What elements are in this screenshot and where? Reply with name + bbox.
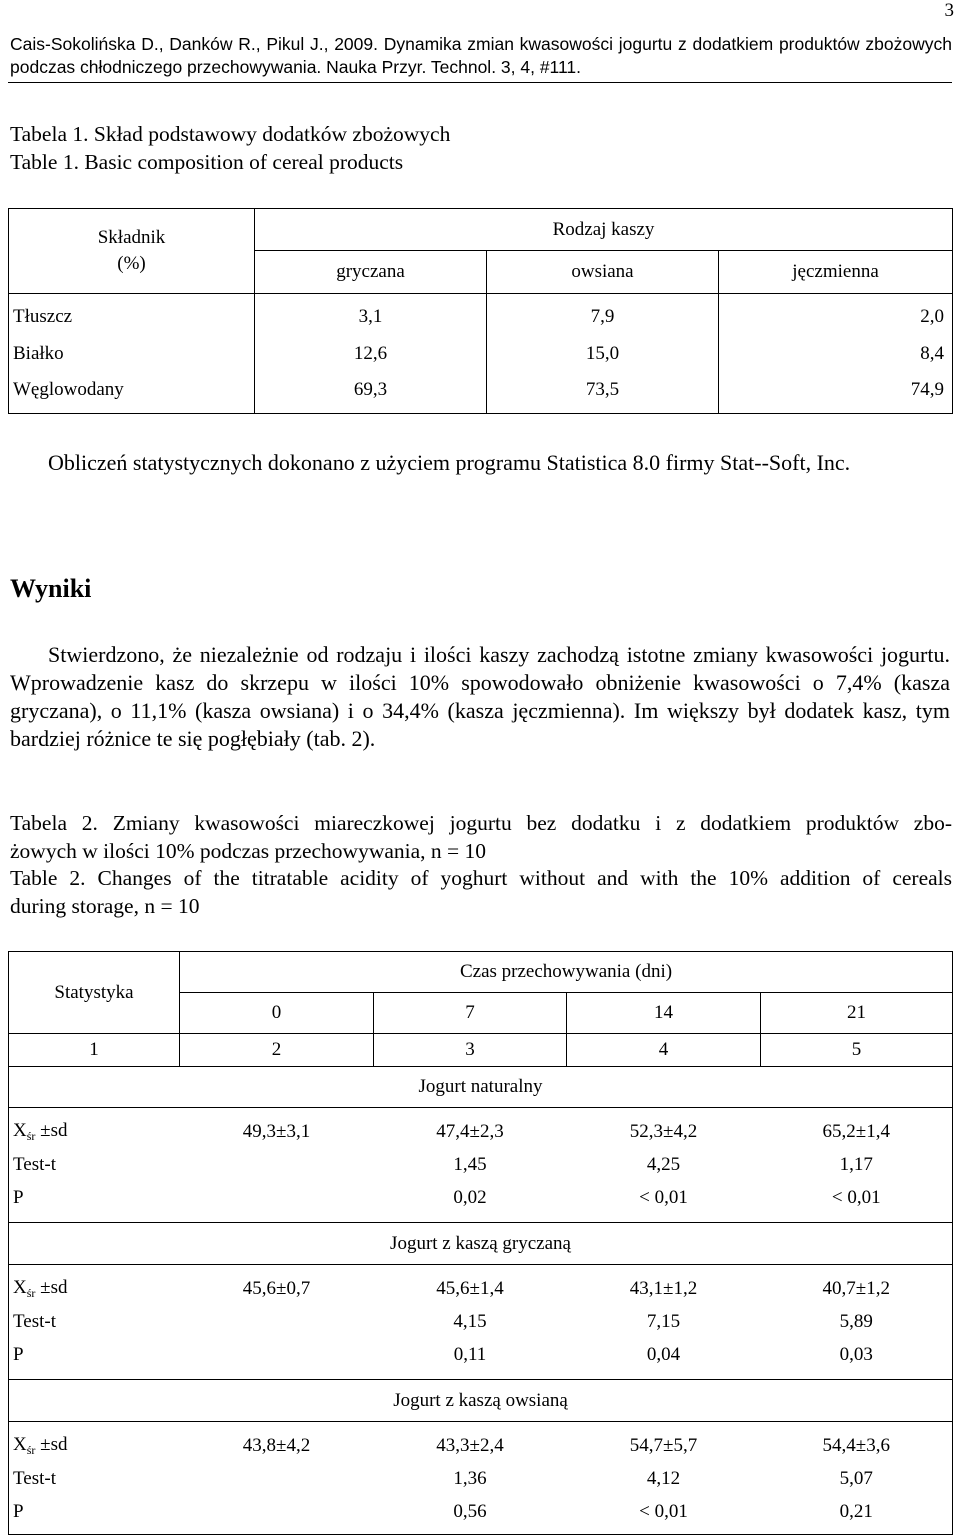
row-label-test-t: Test-t [9,1462,180,1497]
ingredient-header-line1: Składnik [97,227,166,248]
table-cell: 7,9 [487,294,719,334]
row-label-carbohydrates: Węglowodany [9,374,255,414]
table-cell: 0,21 [761,1497,953,1535]
table-cell [180,1340,374,1380]
table-cell [180,1462,374,1497]
table-cell: 7,15 [646,1311,681,1332]
row-label-test-t: Test-t [9,1148,180,1183]
table-cell: 0,56 [374,1497,567,1535]
table-cell [180,1305,374,1340]
table-cell: 15,0 [487,334,719,374]
row-label-p: P [9,1340,180,1380]
column-number: 5 [761,1034,953,1067]
table-cell: 8,4 [719,334,953,374]
composition-table [8,208,953,414]
table-cell: 4,12 [646,1468,681,1489]
storage-time-header: Czas przechowywania (dni) [180,952,953,993]
table-cell: 43,3±2,4 [436,1434,504,1456]
column-number: 1 [9,1034,180,1067]
table2-caption-en-line2: during storage, n = 10 [10,894,200,918]
col-header-buckwheat: gryczana [255,251,487,294]
table-cell: 45,6±0,7 [242,1277,311,1299]
table-cell [180,1183,374,1223]
running-header: Cais-Sokolińska D., Danków R., Pikul J., 2009. Dynamika zmian kwasowości jogurtu z dodatkiem produktów zbożowych podczas chłodniczego przechowywania. Nauka Przyr. Technol. 3, 4, #111. [10,34,952,77]
table-cell: 4,25 [646,1154,681,1175]
table-cell: 43,1±1,2 [629,1277,698,1299]
results-paragraph [10,641,950,753]
table1-caption-en: Table 1. Basic composition of cereal products [10,150,404,174]
table-cell: 0,02 [374,1183,567,1223]
table2-caption-en-line1: Table 2. Changes of the titratable acidity of yoghurt without and with the 10% addition of cereals [10,866,952,890]
column-number: 2 [180,1034,374,1067]
table-cell: 0,11 [374,1340,567,1380]
table-cell: 74,9 [719,374,953,414]
table1-caption-pl: Tabela 1. Skład podstawowy dodatków zbożowych [10,122,451,146]
group-header-buckwheat-yoghurt: Jogurt z kaszą gryczaną [9,1223,953,1265]
table-cell: 49,3±3,1 [242,1120,311,1142]
row-label-fat: Tłuszcz [9,294,255,334]
table-cell: 5,89 [761,1305,953,1340]
table-cell: 43,8±4,2 [242,1434,311,1456]
table-cell: 12,6 [255,334,487,374]
group-header-natural-yoghurt: Jogurt naturalny [9,1067,953,1108]
table-cell: 4,15 [453,1311,487,1332]
table-cell: 1,36 [453,1468,487,1489]
day-header: 7 [374,993,567,1034]
table2-caption-pl-line2: żowych w ilości 10% podczas przechowywania, n = 10 [10,839,487,863]
table-cell: 5,07 [761,1462,953,1497]
table-cell: 54,4±3,6 [761,1422,953,1462]
table-cell: 1,45 [453,1154,487,1175]
column-number: 4 [567,1034,761,1067]
page-number: 3 [944,0,954,21]
row-label-mean-sd: $X_{śr} \pm sd$ [9,1422,180,1462]
statistic-header: Statystyka [9,952,180,1034]
table-cell: 52,3±4,2 [629,1120,698,1142]
ingredient-header-line2: (%) [117,253,146,274]
column-number: 3 [374,1034,567,1067]
table-cell: 69,3 [255,374,487,414]
table-cell: 45,6±1,4 [436,1277,504,1299]
row-label-mean-sd: $X_{śr} \pm sd$ [9,1108,180,1148]
results-paragraph-text: Stwierdzono, że niezależnie od rodzaju i ilości kaszy zachodzą istotne zmiany kwasowości jogurtu. Wprowadzenie kasz do skrzepu w ilości 10% spowodowało obniżenie kwasowości o 7,4% (kasza gryczana), o 11,1% (kasza owsiana) i o 34,4% (kasza jęczmienna). Im większy był dodatek kasz, tym bardziej różnice te się pogłębiały (tab. 2). [10,642,950,751]
table-cell: 0,03 [761,1340,953,1380]
results-heading: Wyniki [10,574,92,603]
table-cell: 0,04 [567,1340,761,1380]
table-cell: < 0,01 [761,1183,953,1223]
row-label-mean-sd: $X_{śr} \pm sd$ [9,1265,180,1305]
table-cell [180,1497,374,1535]
table-cell: 1,17 [761,1148,953,1183]
table-cell: 73,5 [487,374,719,414]
statistics-paragraph [10,449,950,477]
cereal-type-header: Rodzaj kaszy [255,209,953,251]
row-label-protein: Białko [9,334,255,374]
table-cell: 2,0 [719,294,953,334]
col-header-oat: owsiana [487,251,719,294]
day-header: 0 [180,993,374,1034]
table-cell: < 0,01 [567,1497,761,1535]
table-cell: 47,4±2,3 [436,1120,504,1142]
header-rule [8,82,952,83]
acidity-table [8,951,953,1535]
statistics-paragraph-text: Obliczeń statystycznych dokonano z użyciem programu Statistica 8.0 firmy Stat--Soft, Inc. [48,450,851,475]
ingredient-header [9,209,255,294]
table-cell: 40,7±1,2 [761,1265,953,1305]
col-header-barley: jęczmienna [719,251,953,294]
row-label-test-t: Test-t [9,1305,180,1340]
table-cell [180,1148,374,1183]
table-cell: < 0,01 [567,1183,761,1223]
day-header: 14 [567,993,761,1034]
day-header: 21 [761,993,953,1034]
table-cell: 54,7±5,7 [629,1434,698,1456]
table-cell: 65,2±1,4 [761,1108,953,1148]
group-header-oat-yoghurt: Jogurt z kaszą owsianą [9,1380,953,1422]
table2-caption-pl-line1: Tabela 2. Zmiany kwasowości miareczkowej jogurtu bez dodatku i z dodatkiem produktów zbo- [10,811,952,835]
row-label-p: P [9,1497,180,1535]
row-label-p: P [9,1183,180,1223]
table-cell: 3,1 [255,294,487,334]
